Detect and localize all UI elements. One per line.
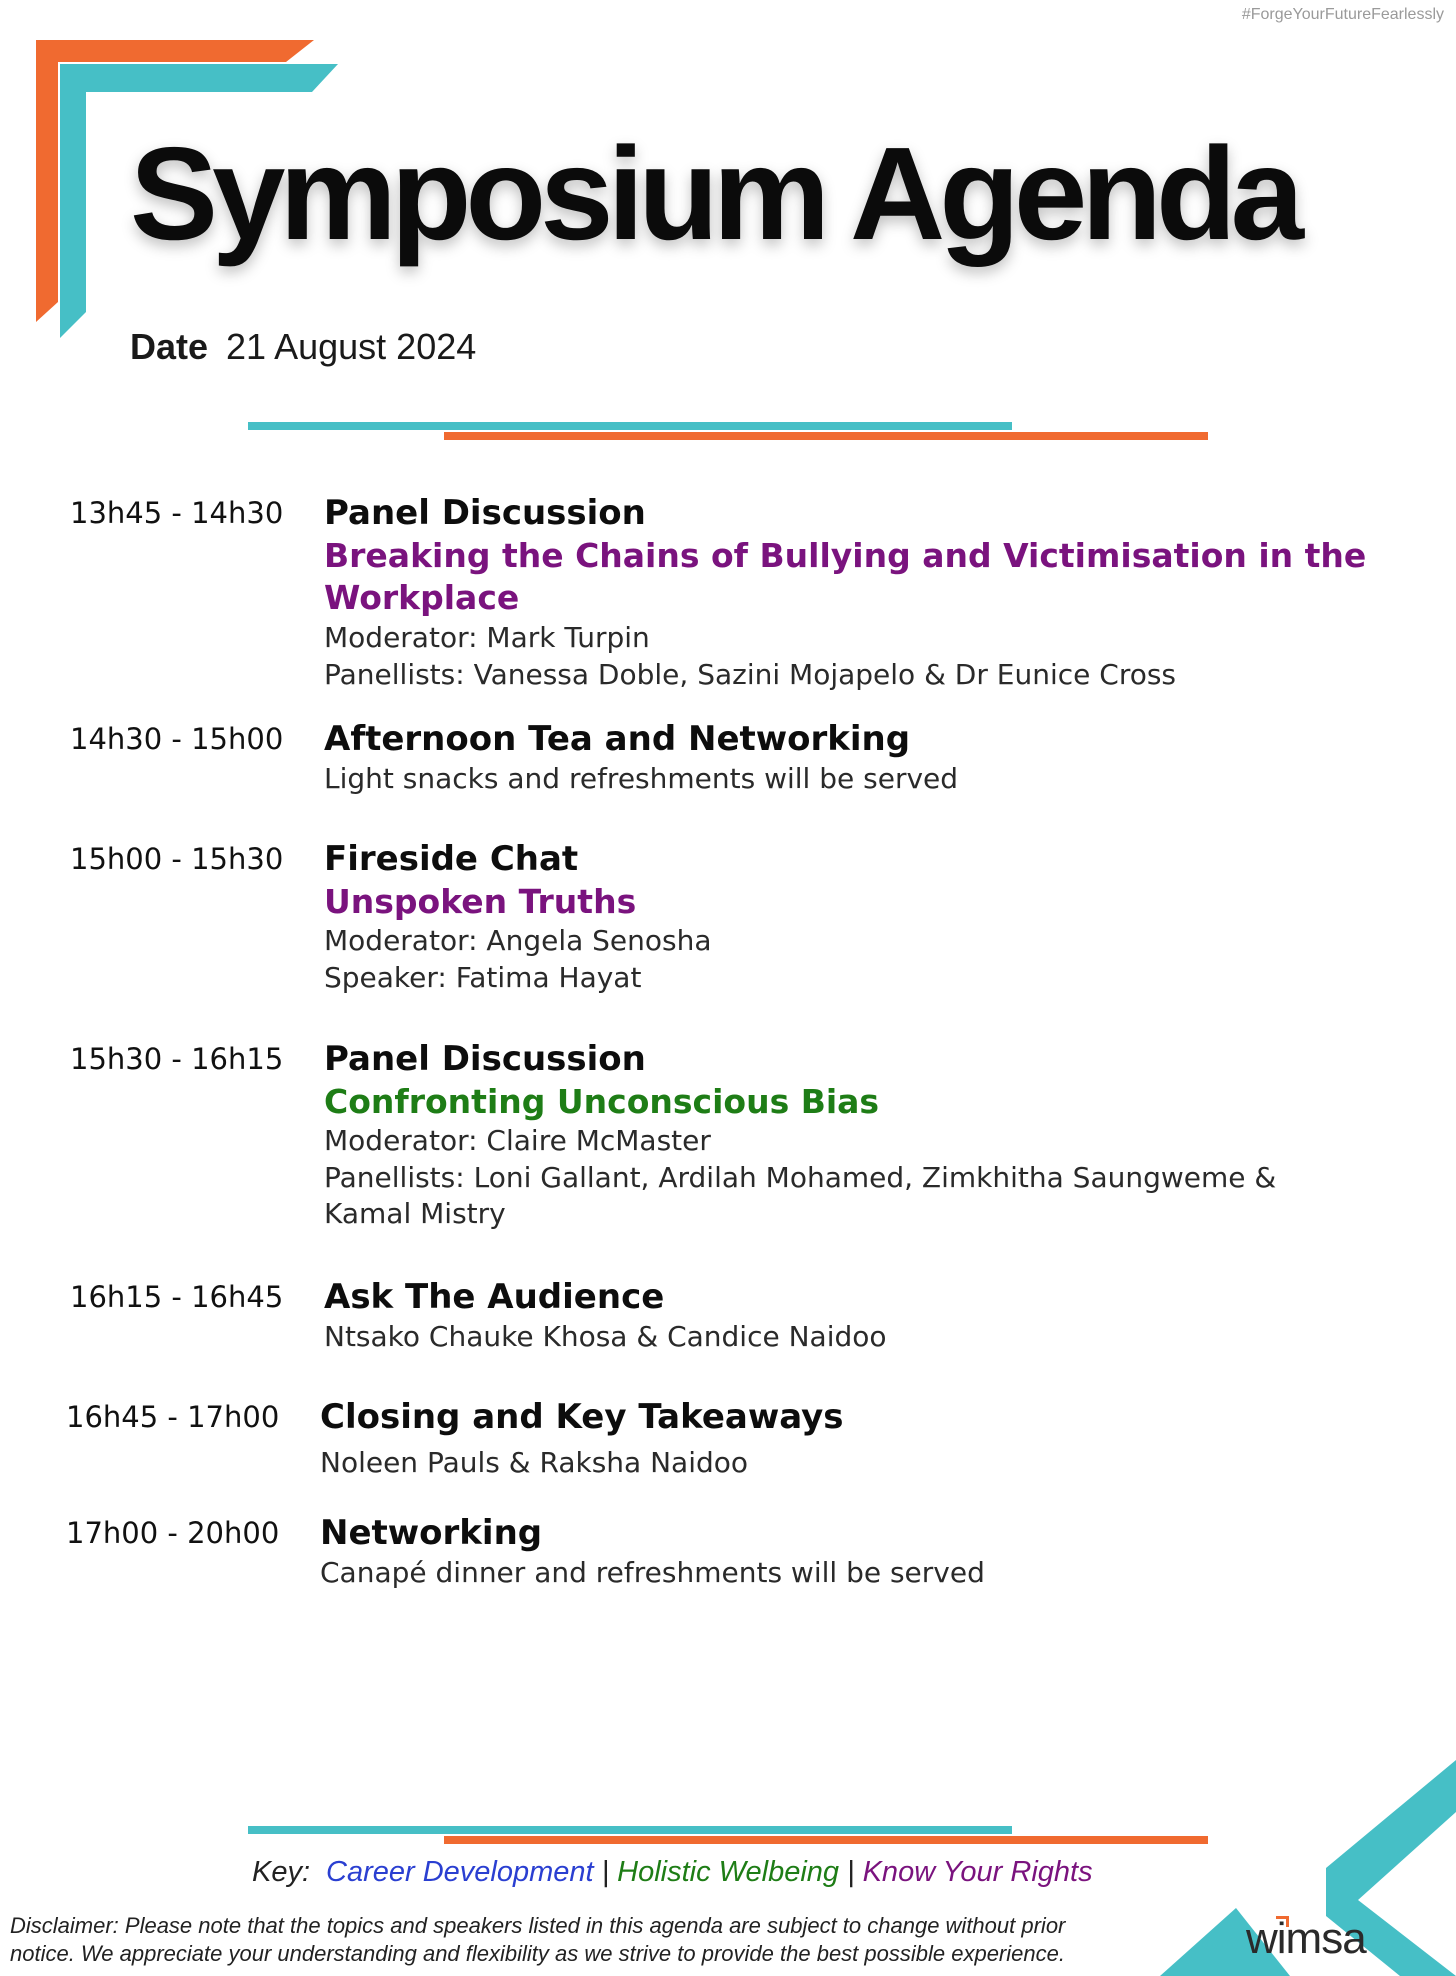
event-date [130, 326, 476, 368]
agenda-detail: Light snacks and refreshments will be served [324, 761, 959, 795]
agenda-time: 15h30 - 16h15 [70, 1042, 284, 1076]
agenda-detail: Canapé dinner and refreshments will be served [320, 1555, 985, 1589]
divider-teal-bottom [248, 1826, 1012, 1834]
agenda-item [70, 1276, 1370, 1396]
agenda-heading: Networking [320, 1513, 543, 1553]
agenda-item [66, 1512, 1370, 1612]
agenda-item [70, 492, 1370, 718]
agenda-time: 15h00 - 15h30 [70, 842, 284, 876]
agenda-subtitle: Breaking the Chains of Bullying and Victimisation in the Workplace [324, 535, 1367, 618]
disclaimer: Disclaimer: Please note that the topics and speakers listed in this agenda are subject to change without prior notice. We appreciate your understanding and flexibility as we strive to provide the best possible experience. [10, 1913, 1066, 1966]
agenda-heading: Panel Discussion [324, 493, 646, 533]
key-separator: | [601, 1856, 610, 1888]
agenda-detail: Moderator: Mark Turpin [324, 621, 650, 655]
divider-teal-top [248, 422, 1012, 430]
agenda-detail: Ntsako Chauke Khosa & Candice Naidoo [324, 1319, 887, 1353]
agenda-heading: Afternoon Tea and Networking [324, 719, 911, 759]
key-separator: | [847, 1856, 855, 1888]
divider-orange-top [444, 432, 1208, 440]
agenda-detail: Speaker: Fatima Hayat [324, 960, 642, 994]
agenda-subtitle: Confronting Unconscious Bias [324, 1081, 880, 1121]
agenda-detail: Panellists: Loni Gallant, Ardilah Mohamed, Zimkhitha Saungweme & Kamal Mistry [324, 1160, 1277, 1231]
agenda-detail: Moderator: Angela Senosha [324, 924, 712, 958]
agenda-item [66, 1396, 1370, 1512]
agenda-time: 16h15 - 16h45 [70, 1280, 284, 1314]
key-know-your-rights: Know Your Rights [862, 1856, 1093, 1888]
key-career-development: Career Development [326, 1856, 594, 1888]
divider-orange-bottom [444, 1836, 1208, 1844]
hashtag: #ForgeYourFutureFearlessly [1241, 6, 1444, 23]
agenda-heading: Fireside Chat [324, 839, 579, 879]
agenda-detail: Panellists: Vanessa Doble, Sazini Mojapelo & Dr Eunice Cross [324, 657, 1177, 691]
agenda-time: 17h00 - 20h00 [66, 1516, 280, 1550]
agenda-time: 14h30 - 15h00 [70, 722, 284, 756]
wimsa-logo: wimsa [1246, 1914, 1366, 1963]
agenda-item [70, 1038, 1370, 1276]
agenda-heading: Closing and Key Takeaways [320, 1397, 844, 1437]
agenda-subtitle: Unspoken Truths [324, 881, 637, 921]
agenda-heading: Ask The Audience [324, 1277, 665, 1317]
agenda-time: 13h45 - 14h30 [70, 496, 284, 530]
key-holistic-welbeing: Holistic Welbeing [617, 1856, 840, 1888]
date-value: 21 August 2024 [226, 326, 477, 367]
agenda-list [66, 492, 1370, 1612]
agenda-item [70, 838, 1370, 1038]
agenda-detail: Moderator: Claire McMaster [324, 1124, 711, 1158]
agenda-item [70, 718, 1370, 838]
agenda-time: 16h45 - 17h00 [66, 1400, 280, 1434]
page-title: Symposium Agenda [130, 120, 1298, 267]
agenda-heading: Panel Discussion [324, 1039, 646, 1079]
category-key [252, 1856, 1093, 1889]
key-label: Key: [252, 1856, 311, 1888]
date-label: Date [130, 326, 209, 367]
agenda-detail: Noleen Pauls & Raksha Naidoo [320, 1445, 749, 1479]
